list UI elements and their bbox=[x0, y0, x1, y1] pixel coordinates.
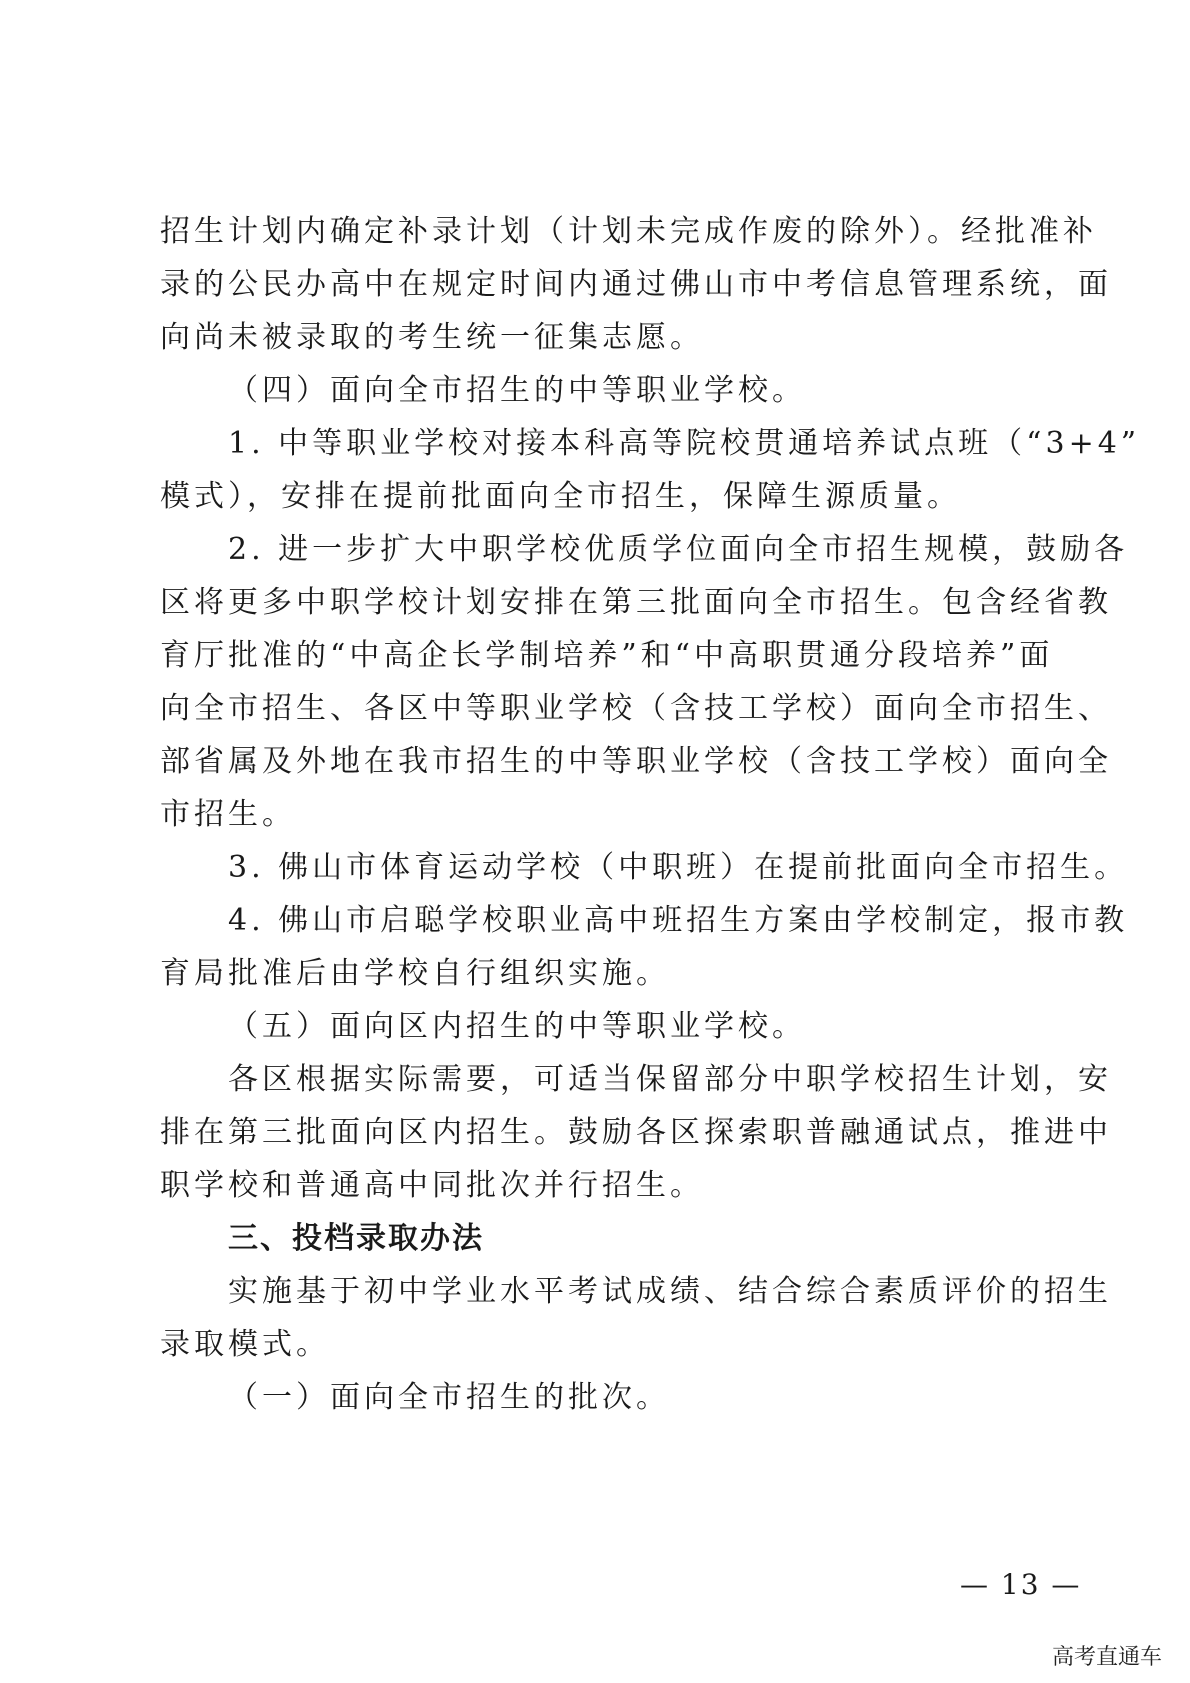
page-number: — 13 — bbox=[960, 1568, 1082, 1601]
document-body bbox=[160, 205, 1141, 1424]
subsection-heading: （五）面向区内招生的中等职业学校。 bbox=[228, 1009, 806, 1044]
section-heading: 三、投档录取办法 bbox=[228, 1221, 484, 1256]
paragraph-line: 市招生。 bbox=[160, 797, 296, 832]
subsection-heading: （一）面向全市招生的批次。 bbox=[228, 1380, 670, 1415]
paragraph-line: 4. 佛山市启聪学校职业高中班招生方案由学校制定，报市教 bbox=[228, 903, 1129, 938]
paragraph-line: 区将更多中职学校计划安排在第三批面向全市招生。包含经省教 bbox=[160, 585, 1112, 620]
paragraph-line: 育厅批准的“中高企长学制培养”和“中高职贯通分段培养”面 bbox=[160, 638, 1054, 673]
paragraph-line: 模式），安排在提前批面向全市招生，保障生源质量。 bbox=[160, 479, 961, 514]
subsection-heading: （四）面向全市招生的中等职业学校。 bbox=[228, 373, 806, 408]
paragraph-line: 3. 佛山市体育运动学校（中职班）在提前批面向全市招生。 bbox=[228, 850, 1129, 885]
watermark-text: 高考直通车 bbox=[1051, 1645, 1162, 1670]
paragraph-line: 向尚未被录取的考生统一征集志愿。 bbox=[160, 320, 704, 355]
paragraph-line: 排在第三批面向区内招生。鼓励各区探索职普融通试点，推进中 bbox=[160, 1115, 1112, 1150]
paragraph-line: 录取模式。 bbox=[160, 1327, 330, 1362]
paragraph-line: 录的公民办高中在规定时间内通过佛山市中考信息管理系统，面 bbox=[160, 267, 1112, 302]
paragraph-line: 招生计划内确定补录计划（计划未完成作废的除外）。经批准补 bbox=[160, 214, 1097, 249]
paragraph-line: 各区根据实际需要，可适当保留部分中职学校招生计划，安 bbox=[228, 1062, 1112, 1097]
paragraph-line: 1. 中等职业学校对接本科高等院校贯通培养试点班（“3+4” bbox=[228, 426, 1141, 461]
paragraph-line: 向全市招生、各区中等职业学校（含技工学校）面向全市招生、 bbox=[160, 691, 1112, 726]
paragraph-line: 职学校和普通高中同批次并行招生。 bbox=[160, 1168, 704, 1203]
paragraph-line: 2. 进一步扩大中职学校优质学位面向全市招生规模，鼓励各 bbox=[228, 532, 1129, 567]
paragraph-line: 育局批准后由学校自行组织实施。 bbox=[160, 956, 670, 991]
paragraph-line: 部省属及外地在我市招生的中等职业学校（含技工学校）面向全 bbox=[160, 744, 1112, 779]
paragraph-line: 实施基于初中学业水平考试成绩、结合综合素质评价的招生 bbox=[228, 1274, 1112, 1309]
